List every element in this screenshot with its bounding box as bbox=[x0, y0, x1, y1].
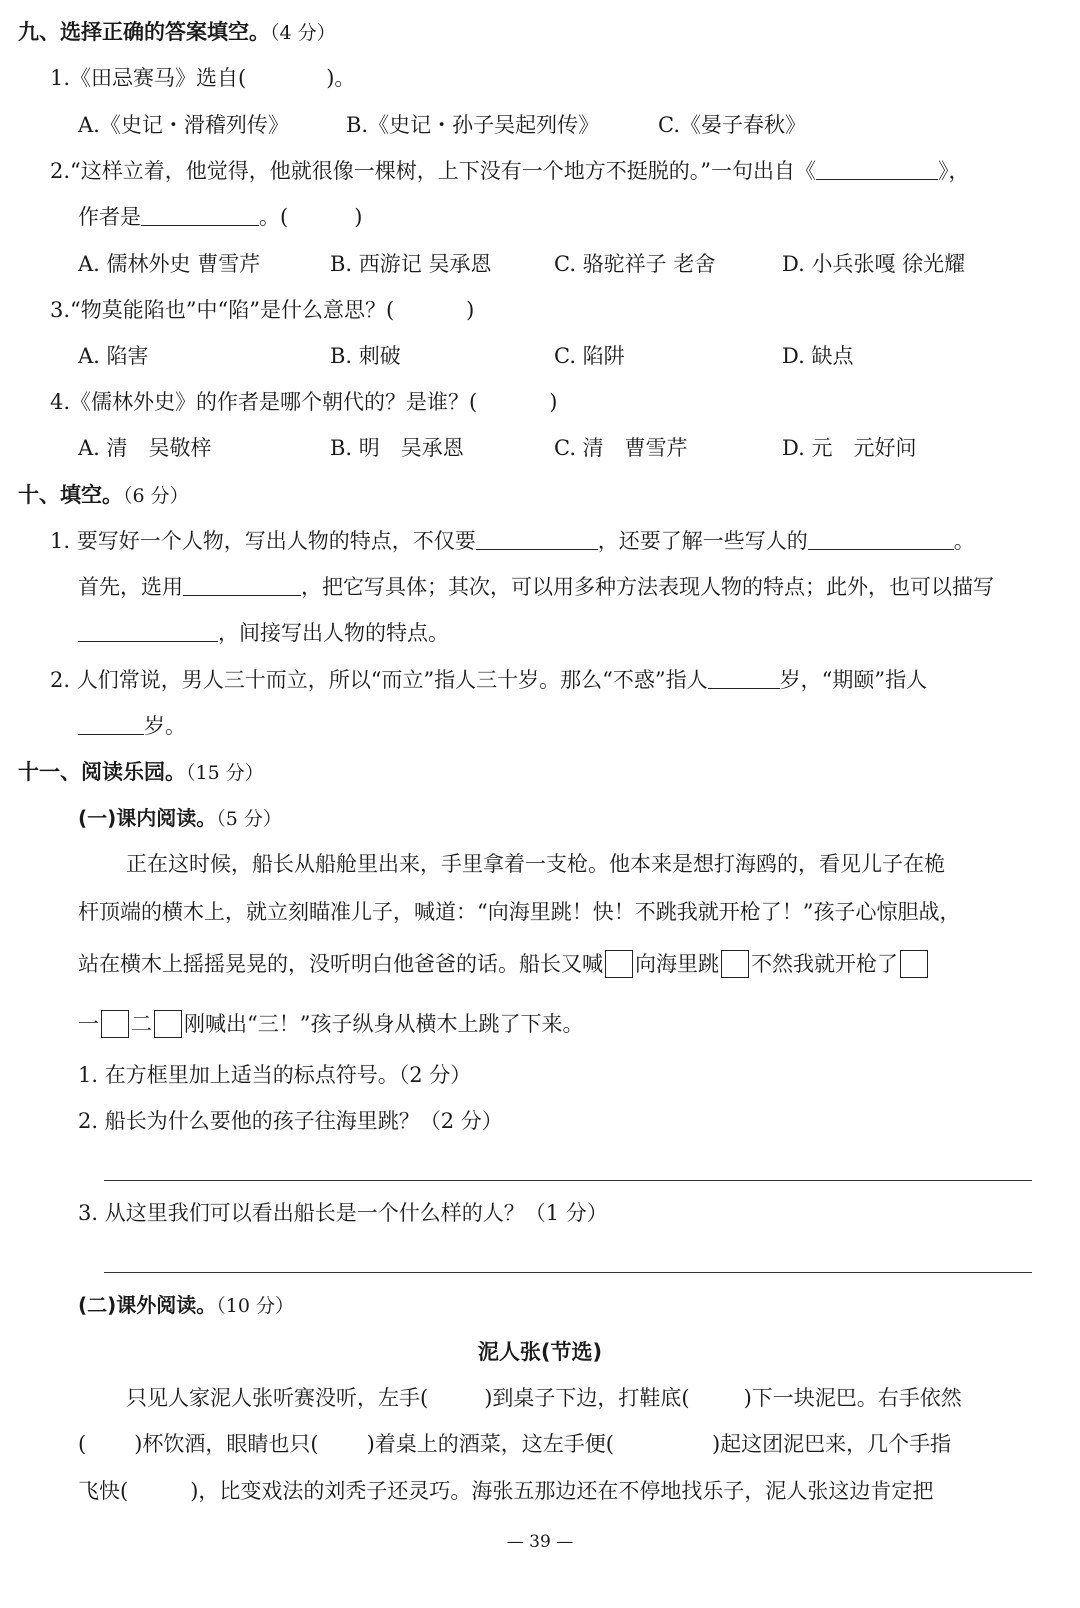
part-1-heading bbox=[78, 804, 1080, 833]
story-line2 bbox=[78, 1430, 1080, 1458]
question-10-2-line1 bbox=[50, 666, 1080, 694]
q10-2-text-a: 2. 人们常说，男人三十而立，所以“而立”指人三十岁。那么“不惑”指人 bbox=[50, 668, 708, 692]
option-9-4-c: C. 清 曹雪芹 bbox=[554, 436, 688, 460]
punctuation-box-1[interactable] bbox=[605, 950, 633, 978]
blank-10-1-a[interactable] bbox=[476, 527, 598, 550]
option-9-3-c: C. 陷阱 bbox=[554, 344, 625, 368]
passage-1-line1: 正在这时候，船长从船舱里出来，手里拿着一支枪。他本来是想打海鸥的，看见儿子在桅 bbox=[126, 852, 945, 876]
blank-9-2-author[interactable] bbox=[141, 203, 259, 226]
option-9-3-b: B. 刺破 bbox=[330, 344, 401, 368]
story-text-h: 飞快( bbox=[78, 1479, 129, 1503]
section-11-points: （15 分） bbox=[186, 762, 264, 784]
q9-3-text-pre: 3.“物莫能陷也”中“陷”是什么意思？( bbox=[50, 298, 395, 322]
question-9-2-line1 bbox=[50, 157, 1080, 185]
story-line3 bbox=[78, 1477, 1080, 1505]
story-title: 泥人张(节选) bbox=[477, 1340, 603, 1364]
question-10-2-line2 bbox=[78, 712, 1080, 740]
story-text-i: )，比变戏法的刘秃子还灵巧。海张五那边还在不停地找乐子，泥人张这边肯定把 bbox=[190, 1479, 934, 1503]
part-1-question-1: 1. 在方框里加上适当的标点符号。（2 分） bbox=[78, 1063, 472, 1087]
q9-2-paren-close: ) bbox=[354, 205, 363, 229]
section-10-points: （6 分） bbox=[123, 485, 189, 507]
section-9-title: 九、选择正确的答案填空。 bbox=[18, 20, 270, 44]
punctuation-box-4[interactable] bbox=[101, 1010, 129, 1038]
section-10-heading bbox=[18, 481, 1080, 510]
blank-9-2-book[interactable] bbox=[816, 157, 938, 180]
blank-10-2-a[interactable] bbox=[708, 666, 780, 689]
q9-4-text-post: ) bbox=[549, 390, 558, 414]
answer-line-2[interactable] bbox=[104, 1272, 1032, 1273]
option-9-4-b: B. 明 吴承恩 bbox=[330, 436, 464, 460]
section-9-points: （4 分） bbox=[270, 22, 336, 44]
passage-1-line2: 杆顶端的横木上，就立刻瞄准儿子，喊道：“向海里跳！快！不跳我就开枪了！”孩子心惊胆战， bbox=[78, 900, 961, 924]
passage-1-text-d: 一 bbox=[78, 1012, 99, 1036]
q10-1-text-e: ，把它写具体；其次，可以用多种方法表现人物的特点；此外，也可以描写 bbox=[301, 575, 994, 599]
punctuation-box-5[interactable] bbox=[154, 1010, 182, 1038]
option-9-2-a: A. 儒林外史 曹雪芹 bbox=[78, 252, 261, 276]
question-9-1 bbox=[50, 64, 1080, 92]
part-1-question-3: 3. 从这里我们可以看出船长是一个什么样的人？（1 分） bbox=[78, 1201, 608, 1225]
blank-10-1-d[interactable] bbox=[78, 619, 218, 642]
question-10-1-line3 bbox=[78, 619, 1080, 647]
q10-1-text-b: ，还要了解一些写人的 bbox=[597, 529, 808, 553]
passage-1-text-b: 向海里跳 bbox=[635, 952, 719, 976]
story-line1 bbox=[126, 1384, 1080, 1412]
option-9-3-a: A. 陷害 bbox=[78, 344, 149, 368]
q10-2-text-c: 岁。 bbox=[144, 714, 186, 738]
q9-2-text-end: 》， bbox=[938, 159, 970, 183]
part-1-title: (一)课内阅读。 bbox=[78, 806, 217, 830]
q10-1-text-f: ，间接写出人物的特点。 bbox=[218, 621, 449, 645]
option-9-2-d: D. 小兵张嘎 徐光耀 bbox=[782, 252, 966, 276]
q10-1-text-c: 。 bbox=[953, 529, 975, 553]
page-number: — 39 — bbox=[506, 1532, 574, 1552]
passage-1-text-e: 二 bbox=[131, 1012, 152, 1036]
story-text-g: )起这团泥巴来，几个手指 bbox=[711, 1432, 952, 1456]
passage-1-line3 bbox=[78, 950, 1080, 978]
part-2-heading bbox=[78, 1291, 1080, 1320]
question-10-1-line1 bbox=[50, 527, 1080, 555]
q9-2-paren-open: 。( bbox=[259, 205, 289, 229]
option-9-4-d: D. 元 元好问 bbox=[782, 436, 917, 460]
option-9-1-a: A.《史记・滑稽列传》 bbox=[78, 113, 289, 137]
option-9-3-d: D. 缺点 bbox=[782, 344, 854, 368]
q9-4-text-pre: 4.《儒林外史》的作者是哪个朝代的？是谁？( bbox=[50, 390, 478, 414]
part-1-question-2: 2. 船长为什么要他的孩子往海里跳？（2 分） bbox=[78, 1109, 503, 1133]
question-9-3 bbox=[50, 296, 1080, 324]
part-2-title: (二)课外阅读。 bbox=[78, 1293, 217, 1317]
part-2-points: （10 分） bbox=[216, 1295, 294, 1317]
q9-3-text-post: ) bbox=[466, 298, 475, 322]
part-1-points: （5 分） bbox=[216, 808, 282, 830]
passage-1-text-a: 站在横木上摇摇晃晃的，没听明白他爸爸的话。船长又喊 bbox=[78, 952, 603, 976]
question-9-2-line2 bbox=[78, 203, 1080, 231]
option-9-2-b: B. 西游记 吴承恩 bbox=[330, 252, 492, 276]
section-11-title: 十一、阅读乐园。 bbox=[18, 760, 186, 784]
passage-1-text-f: 刚喊出“三！”孩子纵身从横木上跳了下来。 bbox=[184, 1012, 584, 1036]
story-text-a: 只见人家泥人张听赛没听，左手( bbox=[126, 1386, 429, 1410]
question-10-1-line2 bbox=[78, 573, 1080, 601]
section-11-heading bbox=[18, 758, 1080, 787]
q9-2-author-label: 作者是 bbox=[78, 205, 141, 229]
passage-1-text-c: 不然我就开枪了 bbox=[751, 952, 898, 976]
story-text-c: )下一块泥巴。右手依然 bbox=[743, 1386, 962, 1410]
option-9-1-b: B.《史记・孙子吴起列传》 bbox=[346, 113, 600, 137]
q10-1-text-a: 1. 要写好一个人物，写出人物的特点，不仅要 bbox=[50, 529, 476, 553]
blank-10-1-c[interactable] bbox=[183, 573, 301, 596]
option-9-1-c: C.《晏子春秋》 bbox=[658, 113, 806, 137]
punctuation-box-3[interactable] bbox=[900, 950, 928, 978]
punctuation-box-2[interactable] bbox=[721, 950, 749, 978]
story-text-b: )到桌子下边，打鞋底( bbox=[484, 1386, 690, 1410]
q10-2-text-b: 岁，“期颐”指人 bbox=[779, 668, 928, 692]
story-text-d: ( bbox=[78, 1432, 87, 1456]
passage-1-line4 bbox=[78, 1010, 1080, 1038]
blank-10-1-b[interactable] bbox=[808, 527, 954, 550]
section-9-heading bbox=[18, 18, 1080, 47]
q9-2-text: 2.“这样立着，他觉得，他就很像一棵树，上下没有一个地方不挺脱的。”一句出自《 bbox=[50, 159, 817, 183]
option-9-4-a: A. 清 吴敬梓 bbox=[78, 436, 212, 460]
blank-10-2-b[interactable] bbox=[78, 712, 144, 735]
section-10-title: 十、填空。 bbox=[18, 483, 123, 507]
q9-1-text-pre: 1.《田忌赛马》选自( bbox=[50, 66, 247, 90]
story-text-e: )杯饮酒，眼睛也只( bbox=[134, 1432, 319, 1456]
story-text-f: )着桌上的酒菜，这左手便( bbox=[366, 1432, 614, 1456]
question-9-4 bbox=[50, 388, 1080, 416]
q10-1-text-d: 首先，选用 bbox=[78, 575, 183, 599]
option-9-2-c: C. 骆驼祥子 老舍 bbox=[554, 252, 716, 276]
q9-1-text-post: )。 bbox=[326, 66, 356, 90]
answer-line-1[interactable] bbox=[104, 1180, 1032, 1181]
